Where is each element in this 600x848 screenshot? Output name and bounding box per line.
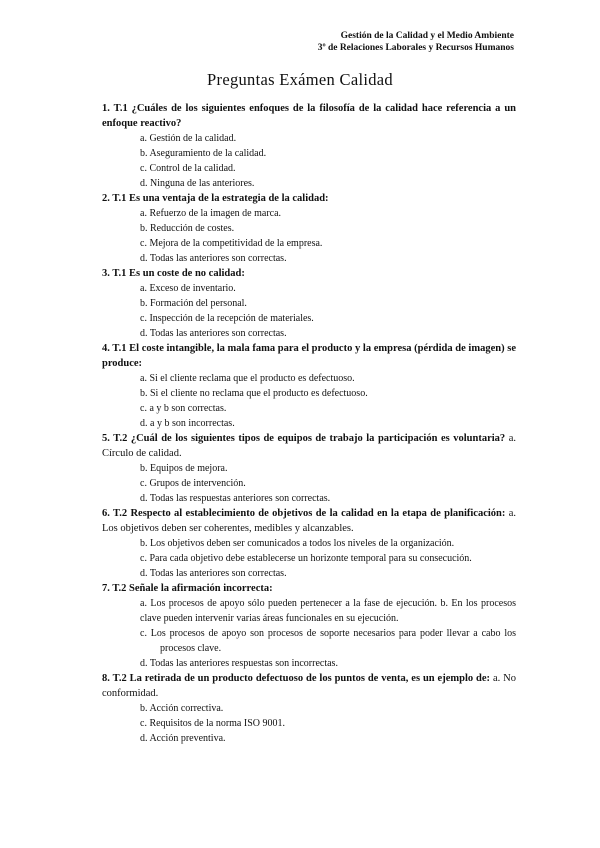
option: a. Gestión de la calidad. — [140, 133, 237, 144]
option: b. Equipos de mejora. — [140, 463, 228, 474]
option: d. Todas las anteriores son correctas. — [140, 253, 287, 264]
question-number: 1. — [102, 103, 110, 114]
option: c. Para cada objetivo debe establecerse un horizonte temporal para su consecución. — [140, 553, 472, 564]
option: d. Todas las respuestas anteriores son correctas. — [140, 493, 331, 504]
option: c. Requisitos de la norma ISO 9001. — [140, 718, 285, 729]
option: d. Todas las anteriores son correctas. — [140, 568, 287, 579]
option: d. Ninguna de las anteriores. — [140, 178, 255, 189]
option: d. Todas las anteriores respuestas son incorrectas. — [140, 658, 338, 669]
option: d. a y b son incorrectas. — [140, 418, 235, 429]
option: a. Círculo de calidad. — [102, 433, 516, 459]
question-text: T.2 Señale la afirmación incorrecta: — [112, 583, 273, 594]
document-header — [318, 30, 514, 54]
header-course: Gestión de la Calidad y el Medio Ambiente — [340, 31, 514, 41]
option: b. Aseguramiento de la calidad. — [140, 148, 267, 159]
option: b. Formación del personal. — [140, 298, 247, 309]
option: a. Los objetivos deben ser coherentes, medibles y alcanzables. — [102, 508, 517, 534]
option: c. Control de la calidad. — [140, 163, 236, 174]
question-number: 6. — [102, 508, 110, 519]
option: d. Todas las anteriores son correctas. — [140, 328, 287, 339]
page-title: Preguntas Exámen Calidad — [207, 70, 393, 89]
option: a. Los procesos de apoyo sólo pueden pertenecer a la fase de ejecución. b. En los procesos clave pueden intervenir varias áreas funcionales en su ejecución. — [140, 598, 516, 624]
option: a. No conformidad. — [102, 673, 517, 699]
question-2 — [102, 191, 516, 266]
option: b. Si el cliente no reclama que el producto es defectuoso. — [140, 388, 368, 399]
option: c. a y b son correctas. — [140, 403, 227, 414]
option: b. Acción correctiva. — [140, 703, 224, 714]
header-degree: 3º de Relaciones Laborales y Recursos Humanos — [317, 43, 514, 53]
option: c. Mejora de la competitividad de la empresa. — [140, 238, 323, 249]
option: d. Acción preventiva. — [140, 733, 226, 744]
option: c. Inspección de la recepción de materiales. — [140, 313, 314, 324]
option: a. Si el cliente reclama que el producto es defectuoso. — [140, 373, 355, 384]
option: c. Los procesos de apoyo son procesos de soporte necesarios para poder llevar a cabo los procesos clave. — [140, 628, 516, 654]
question-number: 2. — [102, 193, 110, 204]
option: a. Refuerzo de la imagen de marca. — [140, 208, 282, 219]
question-text: T.1 Es una ventaja de la estrategia de la calidad: — [112, 193, 329, 204]
question-text: T.1 Es un coste de no calidad: — [112, 268, 245, 279]
question-number: 4. — [102, 343, 110, 354]
question-number: 7. — [102, 583, 110, 594]
question-text: T.1 ¿Cuáles de los siguientes enfoques de la filosofía de la calidad hace referencia a un enfoque reactivo? — [102, 103, 516, 129]
question-number: 3. — [102, 268, 110, 279]
option: a. Exceso de inventario. — [140, 283, 236, 294]
question-text: T.1 El coste intangible, la mala fama para el producto y la empresa (pérdida de imagen) se produce: — [102, 343, 516, 369]
question-number: 5. — [102, 433, 110, 444]
option: c. Grupos de intervención. — [140, 478, 246, 489]
question-6 — [102, 506, 516, 581]
question-3 — [102, 266, 516, 341]
option: b. Los objetivos deben ser comunicados a todos los niveles de la organización. — [140, 538, 455, 549]
question-8 — [102, 671, 516, 746]
question-1 — [102, 101, 516, 191]
question-list — [102, 101, 516, 746]
question-7 — [102, 581, 516, 671]
question-5 — [102, 431, 516, 506]
question-number: 8. — [102, 673, 110, 684]
question-text: T.2 ¿Cuál de los siguientes tipos de equipos de trabajo la participación es voluntaria? — [113, 433, 506, 444]
question-text: T.2 La retirada de un producto defectuoso de los puntos de venta, es un ejemplo de: — [112, 673, 491, 684]
question-text: T.2 Respecto al establecimiento de objetivos de la calidad en la etapa de planificación: — [113, 508, 506, 519]
option: b. Reducción de costes. — [140, 223, 235, 234]
question-4 — [102, 341, 516, 431]
